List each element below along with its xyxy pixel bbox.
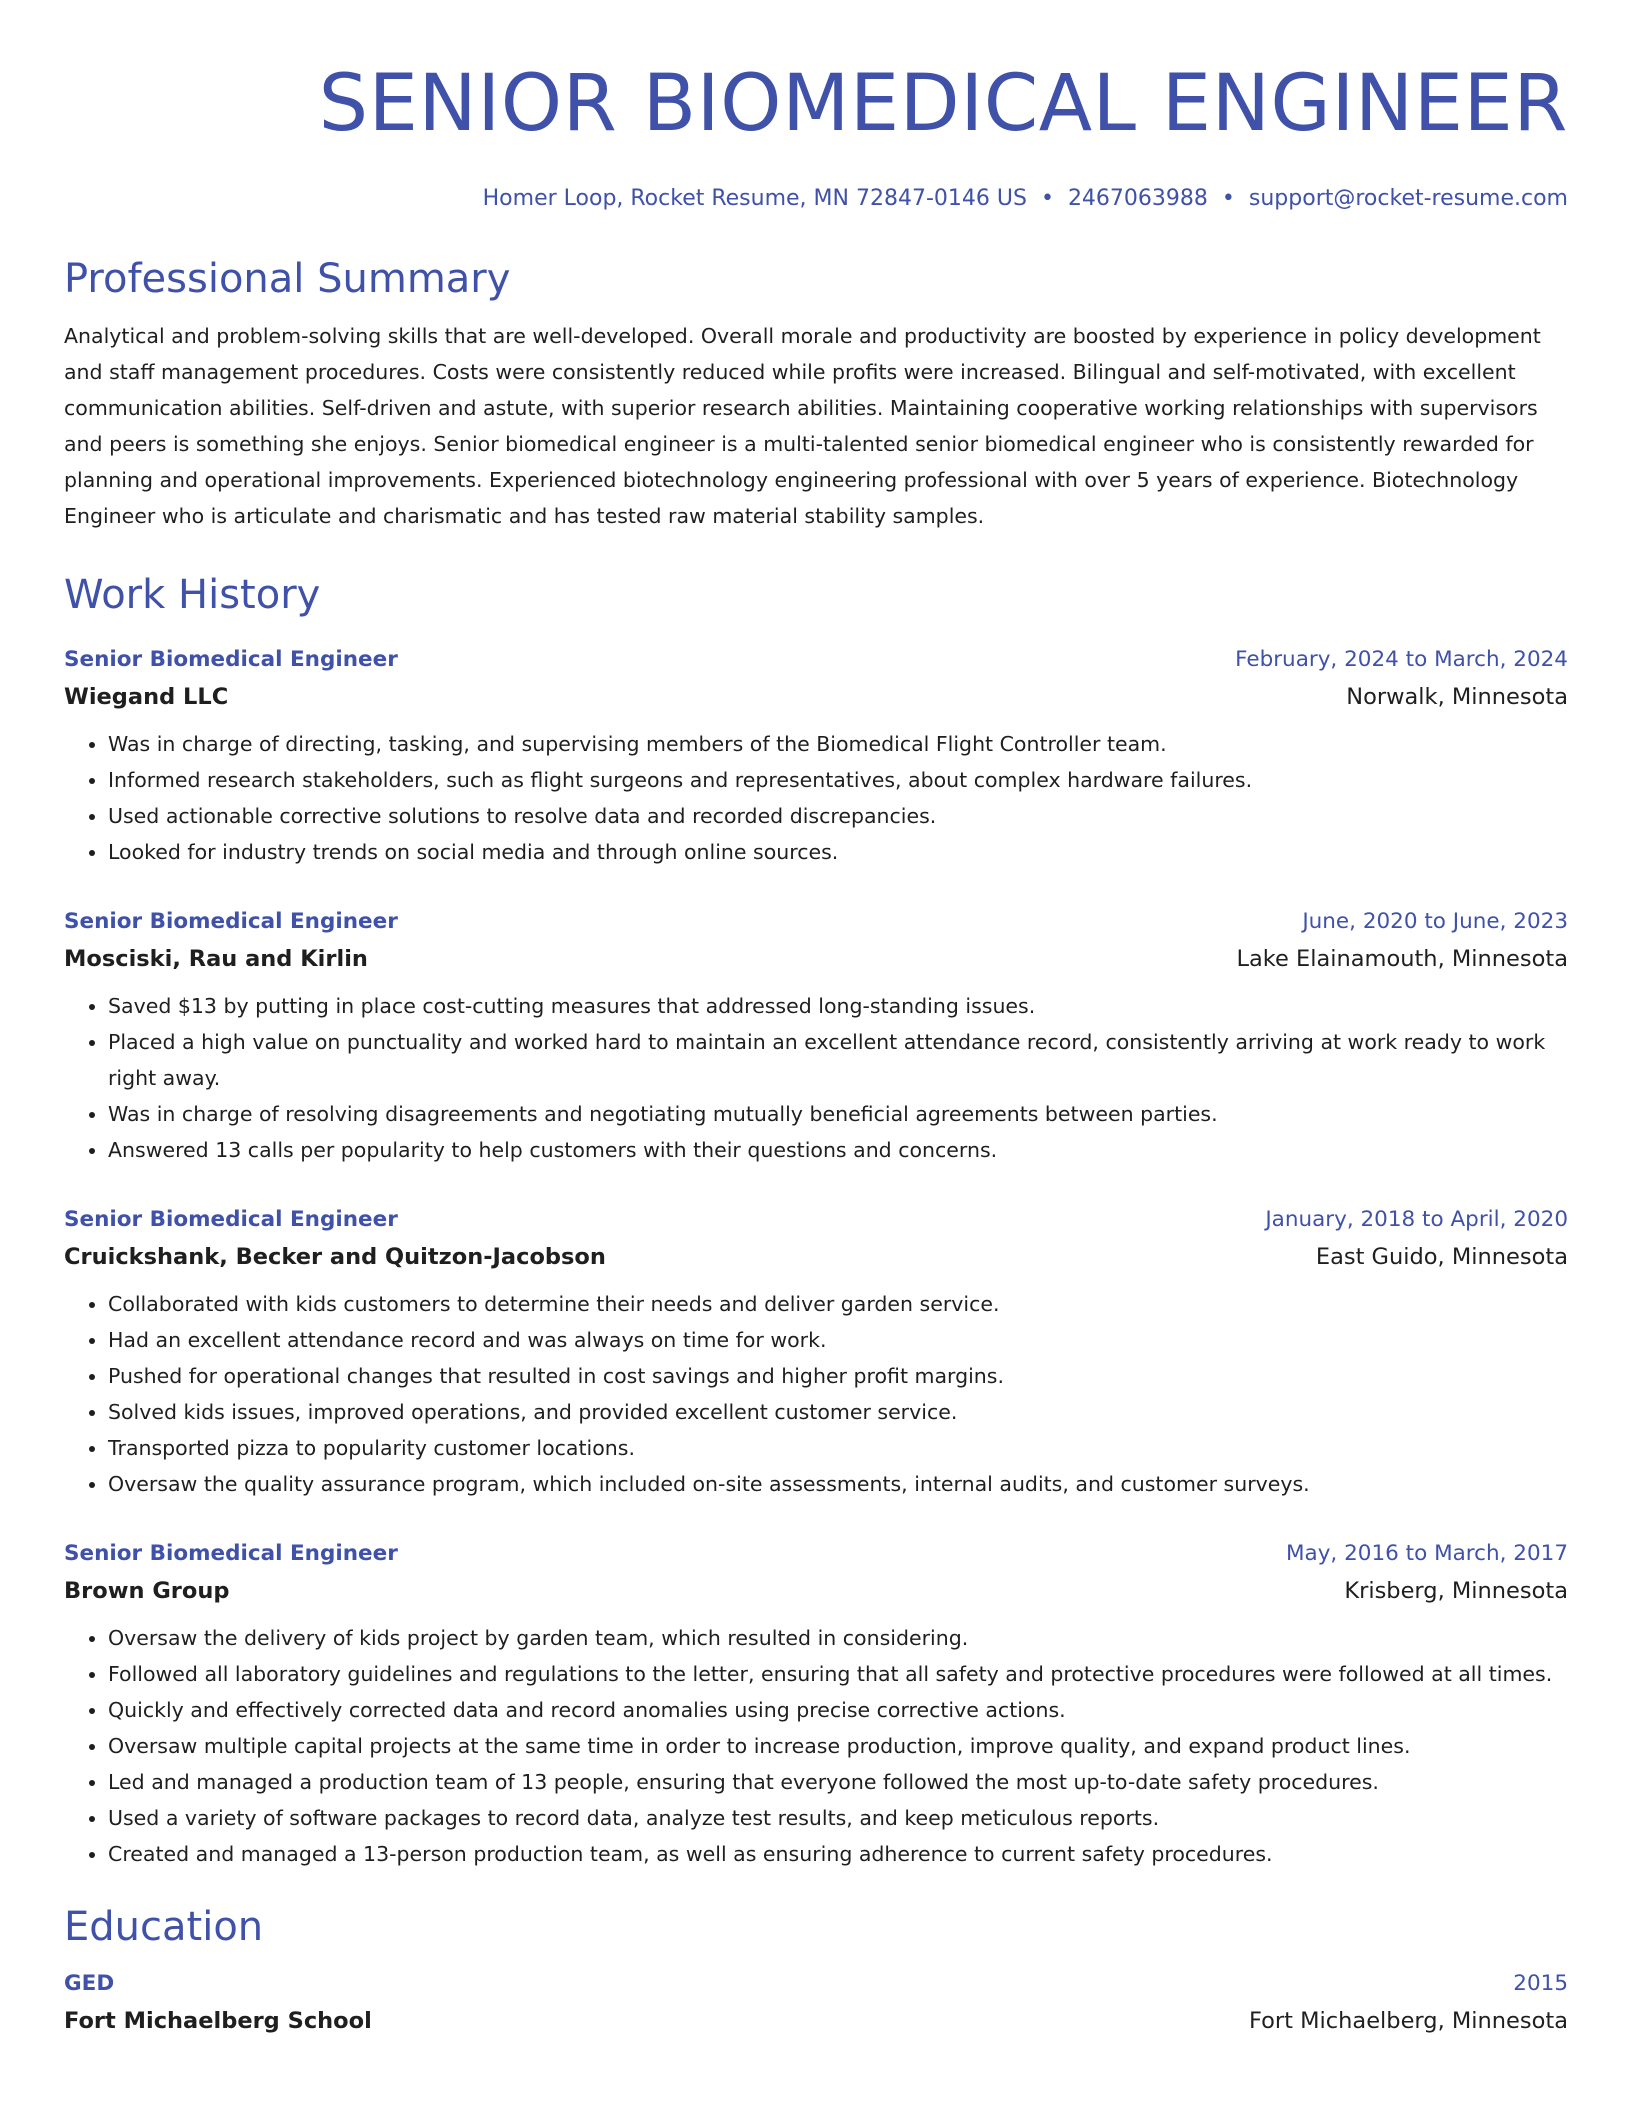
job-company: Mosciski, Rau and Kirlin bbox=[64, 946, 368, 972]
job-entry bbox=[64, 1202, 1568, 1502]
job-location: Lake Elainamouth, Minnesota bbox=[1236, 946, 1568, 972]
education-header-row bbox=[64, 1966, 1568, 2002]
job-company-row bbox=[64, 940, 1568, 978]
work-history-heading: Work History bbox=[64, 572, 321, 618]
job-title: Senior Biomedical Engineer bbox=[64, 647, 398, 672]
summary-heading: Professional Summary bbox=[64, 256, 511, 302]
job-entry bbox=[64, 904, 1568, 1168]
job-dates: January, 2018 to April, 2020 bbox=[1265, 1207, 1568, 1232]
contact-separator: • bbox=[1221, 186, 1235, 211]
job-company: Cruickshank, Becker and Quitzon-Jacobson bbox=[64, 1244, 606, 1270]
education-year: 2015 bbox=[1513, 1971, 1568, 1996]
job-bullet: • Was in charge of resolving disagreements and negotiating mutually beneficial agreements between parties. bbox=[108, 1096, 1568, 1132]
job-bullets bbox=[64, 1286, 1568, 1502]
job-company-row bbox=[64, 678, 1568, 716]
job-company: Wiegand LLC bbox=[64, 684, 229, 710]
job-bullet: • Used actionable corrective solutions to resolve data and recorded discrepancies. bbox=[108, 798, 1568, 834]
job-bullet: • Solved kids issues, improved operations, and provided excellent customer service. bbox=[108, 1394, 1568, 1430]
job-title: Senior Biomedical Engineer bbox=[64, 1207, 398, 1232]
job-bullet: • Informed research stakeholders, such as flight surgeons and representatives, about complex hardware failures. bbox=[108, 762, 1568, 798]
job-header-row bbox=[64, 1202, 1568, 1238]
contact-line bbox=[64, 184, 1568, 214]
job-bullet: • Transported pizza to popularity customer locations. bbox=[108, 1430, 1568, 1466]
education-heading: Education bbox=[64, 1904, 264, 1950]
education-school: Fort Michaelberg School bbox=[64, 2008, 372, 2034]
job-dates: June, 2020 to June, 2023 bbox=[1302, 909, 1568, 934]
job-bullet: • Created and managed a 13-person production team, as well as ensuring adherence to current safety procedures. bbox=[108, 1836, 1568, 1872]
job-bullet: • Looked for industry trends on social media and through online sources. bbox=[108, 834, 1568, 870]
job-bullets bbox=[64, 988, 1568, 1168]
contact-address: Homer Loop, Rocket Resume, MN 72847-0146 US bbox=[482, 186, 1027, 211]
job-bullet: • Pushed for operational changes that resulted in cost savings and higher profit margins. bbox=[108, 1358, 1568, 1394]
resume-title: SENIOR BIOMEDICAL ENGINEER bbox=[318, 59, 1568, 149]
education-degree: GED bbox=[64, 1971, 115, 1996]
job-title: Senior Biomedical Engineer bbox=[64, 909, 398, 934]
job-company-row bbox=[64, 1572, 1568, 1610]
contact-separator: • bbox=[1040, 186, 1054, 211]
job-bullet: • Used a variety of software packages to record data, analyze test results, and keep meticulous reports. bbox=[108, 1800, 1568, 1836]
job-bullet: • Oversaw multiple capital projects at the same time in order to increase production, improve quality, and expand product lines. bbox=[108, 1728, 1568, 1764]
job-bullets bbox=[64, 726, 1568, 870]
job-company-row bbox=[64, 1238, 1568, 1276]
job-location: Norwalk, Minnesota bbox=[1346, 684, 1568, 710]
job-bullet: • Placed a high value on punctuality and worked hard to maintain an excellent attendance record, consistently arriving at work ready to work right away. bbox=[108, 1024, 1568, 1096]
job-header-row bbox=[64, 1536, 1568, 1572]
job-dates: May, 2016 to March, 2017 bbox=[1285, 1541, 1568, 1566]
job-company: Brown Group bbox=[64, 1578, 230, 1604]
job-header-row bbox=[64, 642, 1568, 678]
job-entry bbox=[64, 642, 1568, 870]
job-bullet: • Led and managed a production team of 13 people, ensuring that everyone followed the most up-to-date safety procedures. bbox=[108, 1764, 1568, 1800]
contact-email: support@rocket-resume.com bbox=[1248, 186, 1568, 211]
education-location: Fort Michaelberg, Minnesota bbox=[1249, 2008, 1568, 2034]
job-bullet: • Oversaw the quality assurance program, which included on-site assessments, internal audits, and customer surveys. bbox=[108, 1466, 1568, 1502]
job-bullet: • Was in charge of directing, tasking, and supervising members of the Biomedical Flight Controller team. bbox=[108, 726, 1568, 762]
job-bullet: • Quickly and effectively corrected data and record anomalies using precise corrective actions. bbox=[108, 1692, 1568, 1728]
contact-phone: 2467063988 bbox=[1067, 186, 1208, 211]
job-bullet: • Oversaw the delivery of kids project by garden team, which resulted in considering. bbox=[108, 1620, 1568, 1656]
education-entry bbox=[64, 1966, 1568, 2040]
job-header-row bbox=[64, 904, 1568, 940]
job-bullet: • Collaborated with kids customers to determine their needs and deliver garden service. bbox=[108, 1286, 1568, 1322]
job-bullet: • Answered 13 calls per popularity to help customers with their questions and concerns. bbox=[108, 1132, 1568, 1168]
education-school-row bbox=[64, 2002, 1568, 2040]
job-title: Senior Biomedical Engineer bbox=[64, 1541, 398, 1566]
summary-text: Analytical and problem-solving skills that are well-developed. Overall morale and productivity are boosted by experience in policy development and staff management procedures. Costs were consistently reduced while profits were increased. Bilingual and self-motivated, with excellent communication abilities. Self-driven and astute, with superior research abilities. Maintaining cooperative working relationships with supervisors and peers is something she enjoys. Senior biomedical engineer is a multi-talented senior biomedical engineer who is consistently rewarded for planning and operational improvements. Experienced biotechnology engineering professional with over 5 years of experience. Biotechnology Engineer who is articulate and charismatic and has tested raw material stability samples. bbox=[64, 324, 1541, 528]
job-location: Krisberg, Minnesota bbox=[1344, 1578, 1568, 1604]
job-bullets bbox=[64, 1620, 1568, 1872]
job-location: East Guido, Minnesota bbox=[1315, 1244, 1568, 1270]
job-bullet: • Followed all laboratory guidelines and regulations to the letter, ensuring that all safety and protective procedures were followed at all times. bbox=[108, 1656, 1568, 1692]
job-bullet: • Saved $13 by putting in place cost-cutting measures that addressed long-standing issues. bbox=[108, 988, 1568, 1024]
job-bullet: • Had an excellent attendance record and was always on time for work. bbox=[108, 1322, 1568, 1358]
job-entry bbox=[64, 1536, 1568, 1872]
job-dates: February, 2024 to March, 2024 bbox=[1235, 647, 1568, 672]
